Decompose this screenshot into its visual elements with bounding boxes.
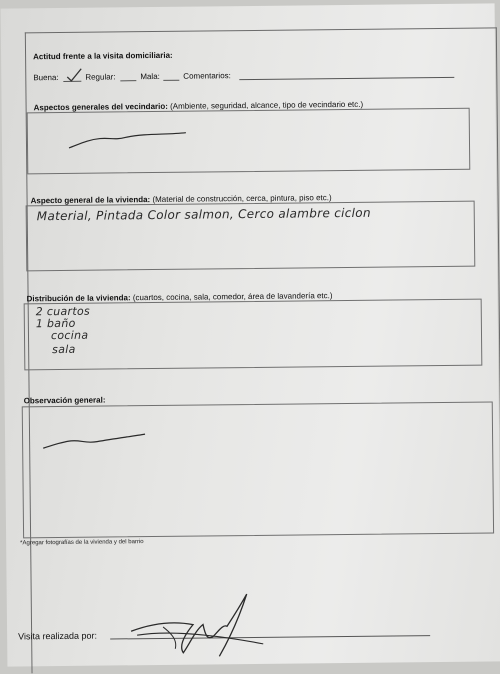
checkmark-icon: [65, 68, 83, 82]
neighborhood-hint: (Ambiente, seguridad, alcance, tipo de vecindario etc.): [170, 99, 364, 111]
attitude-good-label: Buena:: [33, 73, 59, 83]
bad-field[interactable]: [163, 80, 179, 81]
attitude-regular-label: Regular:: [85, 72, 116, 82]
neighborhood-title: Aspectos generales del vecindario: (Ambiente, seguridad, alcance, tipo de vecindario etc.): [33, 99, 364, 113]
distribution-line: sala: [52, 342, 76, 357]
visit-label: Visita realizada por:: [18, 630, 98, 642]
distribution-box[interactable]: [24, 299, 483, 371]
attitude-comments-label: Comentarios:: [183, 71, 231, 81]
house-hint: (Material de construcción, cerca, pintura, piso etc.): [152, 193, 332, 205]
observation-box[interactable]: [22, 401, 494, 538]
observation-title: Observación general:: [23, 395, 106, 406]
observation-scribble: [41, 431, 149, 452]
distribution-hint: (cuartos, cocina, sala, comedor, área de lavandería etc.): [132, 291, 333, 303]
neighborhood-scribble: [66, 129, 190, 152]
attitude-title: Actitud frente a la visita domiciliaria:: [33, 50, 173, 62]
signature: [123, 590, 274, 664]
regular-field[interactable]: [120, 80, 136, 81]
distribution-line: 1 baño: [35, 316, 76, 331]
distribution-title: Distribución de la vivienda: (cuartos, cocina, sala, comedor, área de lavandería etc.): [26, 291, 333, 304]
distribution-line: cocina: [50, 328, 89, 343]
distribution-line: 2 cuartos: [35, 304, 91, 319]
attitude-bad-label: Mala:: [140, 71, 160, 82]
photo-note: *Agregar fotografías de la vivienda y del barrio: [20, 539, 144, 547]
house-title: Aspecto general de la vivienda: (Material de construcción, cerca, pintura, piso etc.): [30, 193, 332, 206]
form-page: [1, 3, 500, 666]
house-answer: Material, Pintada Color salmon, Cerco alambre ciclon: [36, 205, 371, 224]
